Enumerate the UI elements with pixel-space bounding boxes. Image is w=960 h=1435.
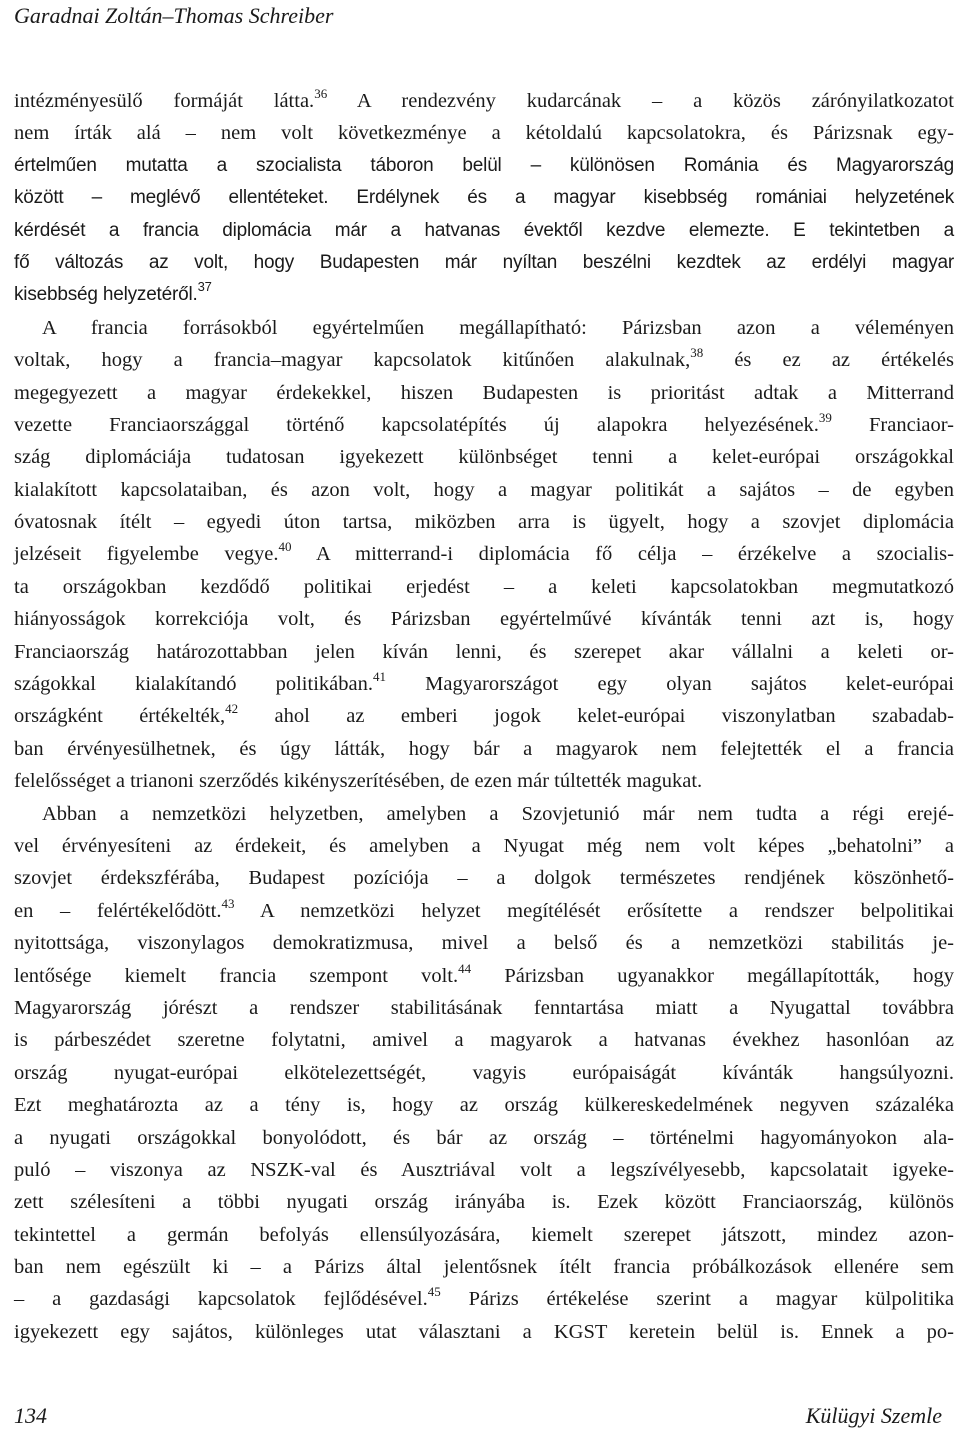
text-segment: igyekezett egy sajátos, különleges utat választani a KGST keretein belül is. Ennek a po- <box>14 1320 954 1343</box>
text-segment: hiányosságok korrekciója volt, és Párizsban egyértelművé kívánták tenni azt is, hogy <box>14 608 954 631</box>
text-line <box>14 506 954 538</box>
text-segment: A francia forrásokból egyértelműen megállapítható: Párizsban azon a véleményen <box>42 316 954 339</box>
text-line <box>14 1089 954 1121</box>
text-line <box>14 1283 954 1315</box>
text-segment: lentősége kiemelt francia szempont volt. <box>14 964 459 987</box>
text-segment: ahol az emberi jogok kelet-európai viszonylatban szabadab- <box>238 705 954 728</box>
text-line <box>14 765 954 797</box>
text-line <box>14 862 954 894</box>
text-line <box>14 895 954 927</box>
text-line <box>14 992 954 1024</box>
footnote-marker[interactable]: 39 <box>818 409 832 425</box>
text-line <box>14 1251 954 1283</box>
text-line <box>14 409 954 441</box>
text-segment: fő változás az volt, hogy Budapesten már nyíltan beszélni kezdtek az erdélyi magyar <box>14 251 954 273</box>
text-segment: kialakított kapcsolataiban, és azon volt, hogy a magyar politikát a sajátos – de egyben <box>14 478 954 501</box>
text-segment: A mitterrand-i diplomácia fő célja – érzékelve a szocialis- <box>291 543 954 566</box>
text-segment: ban nem egészült ki – a Párizs által jelentősnek ítélt francia próbálkozások ellenére sem <box>14 1256 954 1279</box>
journal-title: Külügyi Szemle <box>805 1403 942 1428</box>
text-line <box>14 150 954 182</box>
text-line <box>14 312 954 344</box>
text-segment: Párizsban ugyanakkor megállapították, hogy <box>471 964 954 987</box>
footnote-marker[interactable]: 40 <box>278 539 292 555</box>
footnote-marker[interactable]: 36 <box>314 86 328 101</box>
text-segment: Franciaor- <box>831 413 954 436</box>
footnote-marker[interactable]: 41 <box>372 669 386 685</box>
text-line <box>14 1024 954 1056</box>
text-segment: Magyarországot egy olyan sajátos kelet-európai <box>385 673 955 696</box>
text-line <box>14 1057 954 1089</box>
text-segment: kisebbség helyzetéről. <box>14 284 198 306</box>
text-line <box>14 182 954 214</box>
text-line <box>14 733 954 765</box>
text-segment: voltak, hogy a francia–magyar kapcsolatok kitűnően alakulnak, <box>14 349 691 372</box>
text-segment: és ez az értékelés <box>703 349 954 372</box>
text-segment: szovjet érdekszférába, Budapest pozíciója – a dolgok természetes rendjének köszönhető- <box>14 867 954 890</box>
footnote-marker[interactable]: 43 <box>221 895 235 911</box>
text-segment: szágokkal kialakítandó politikában. <box>14 673 373 696</box>
text-segment: tekintettel a germán befolyás ellensúlyozására, kiemelt szerepet játszott, mindez azon- <box>14 1223 954 1246</box>
text-line <box>14 960 954 992</box>
text-line <box>14 215 954 247</box>
text-segment: en – felértékelődött. <box>14 899 222 922</box>
text-line <box>14 279 954 311</box>
text-line <box>14 1154 954 1186</box>
text-segment: megegyezett a magyar érdekekkel, hiszen Budapesten is prioritást adtak a Mitterrand <box>14 381 954 404</box>
footnote-marker[interactable]: 45 <box>427 1284 441 1300</box>
text-segment: A rendezvény kudarcának – a közös zárónyilatkozatot <box>327 90 954 112</box>
text-segment: – a gazdasági kapcsolatok fejlődésével. <box>14 1288 428 1311</box>
text-segment: is párbeszédet szeretne folytatni, amivel a magyarok a hatvanas évekhez hasonlóan az <box>14 1029 954 1052</box>
text-line <box>14 1219 954 1251</box>
text-line <box>14 474 954 506</box>
text-line <box>14 571 954 603</box>
text-line <box>14 538 954 570</box>
text-segment: a nyugati országokkal bonyolódott, és bár az ország – történelmi hagyományokon ala- <box>14 1126 954 1149</box>
text-line <box>14 1316 954 1348</box>
text-segment: jelzéseit figyelembe vegye. <box>14 543 279 566</box>
text-segment: Magyarország jórészt a rendszer stabilitásának fenntartása miatt a Nyugattal továbbra <box>14 996 954 1019</box>
text-segment: ország nyugat-európai elkötelezettségét, vagyis európaiságát kívánták hangsúlyozni. <box>14 1061 954 1084</box>
text-segment: Párizs értékelése szerint a magyar külpolitika <box>440 1288 954 1311</box>
text-segment: között – meglévő ellentéteket. Erdélynek és a magyar kisebbség romániai helyzetének <box>14 187 954 209</box>
text-segment: zett szélesíteni a többi nyugati ország irányába is. Ezek között Franciaország, különös <box>14 1191 954 1214</box>
footnote-marker[interactable]: 42 <box>225 701 239 717</box>
text-segment: intézményesülő formáját látta. <box>14 90 315 112</box>
text-segment: A nemzetközi helyzet megítélését erősítette a rendszer belpolitikai <box>234 899 954 922</box>
text-line <box>14 441 954 473</box>
text-line <box>14 636 954 668</box>
text-segment: országként értékelték, <box>14 705 226 728</box>
footnote-marker[interactable]: 44 <box>458 960 472 976</box>
text-line <box>14 700 954 732</box>
text-segment: ta országokban kezdődő politikai erjedést – a keleti kapcsolatokban megmutatkozó <box>14 575 954 598</box>
text-line <box>14 117 954 149</box>
text-segment: vel érvényesíteni az érdekeit, és amelyben a Nyugat még nem volt képes „behatolni” a <box>14 834 954 857</box>
text-segment: óvatosnak ítélt – egyedi úton tartsa, miközben arra is ügyelt, hogy a szovjet diplomácia <box>14 511 954 534</box>
text-line <box>14 344 954 376</box>
text-segment: értelműen mutatta a szocialista táboron belül – különösen Románia és Magyarország <box>14 154 954 176</box>
text-segment: vezette Franciaországgal történő kapcsolatépítés új alapokra helyezésének. <box>14 413 819 436</box>
text-line <box>14 668 954 700</box>
text-segment: Ezt meghatározta az a tény is, hogy az ország külkereskedelmének negyven százaléka <box>14 1094 954 1117</box>
text-line <box>14 603 954 635</box>
text-line <box>14 830 954 862</box>
text-segment: nyitottsága, viszonylagos demokratizmusa, mivel a belső és a nemzetközi stabilitás je- <box>14 932 954 955</box>
text-line <box>14 377 954 409</box>
running-head-authors: Garadnai Zoltán–Thomas Schreiber <box>14 3 334 28</box>
text-segment: kérdését a francia diplomácia már a hatvanas évektől kezdve elemezte. E tekintetben a <box>14 219 954 241</box>
footnote-marker[interactable]: 38 <box>690 345 704 361</box>
text-segment: Abban a nemzetközi helyzetben, amelyben a Szovjetunió már nem tudta a régi erejé- <box>42 802 954 825</box>
page-number: 134 <box>14 1403 47 1428</box>
text-segment: szág diplomáciája tudatosan igyekezett különbséget tenni a kelet-európai országokkal <box>14 446 954 469</box>
text-line <box>14 927 954 959</box>
text-segment: nem írták alá – nem volt következménye a kétoldalú kapcsolatokra, és Párizsnak egy- <box>14 122 954 145</box>
body-text <box>14 85 954 1348</box>
text-line <box>14 798 954 830</box>
text-line <box>14 85 954 117</box>
text-segment: puló – viszonya az NSZK-val és Ausztriával volt a legszívélyesebb, kapcsolatait igyeke- <box>14 1158 954 1181</box>
text-segment: felelősséget a trianoni szerződés kikényszerítésében, de ezen már túltették magukat. <box>14 770 703 793</box>
text-line <box>14 247 954 279</box>
text-segment: Franciaország határozottabban jelen kíván lenni, és szerepet akar vállalni a keleti or- <box>14 640 954 663</box>
text-segment: ban érvényesülhetnek, és úgy látták, hogy bár a magyarok nem felejtették el a francia <box>14 737 954 760</box>
text-line <box>14 1122 954 1154</box>
footnote-marker[interactable]: 37 <box>197 279 212 295</box>
text-line <box>14 1186 954 1218</box>
